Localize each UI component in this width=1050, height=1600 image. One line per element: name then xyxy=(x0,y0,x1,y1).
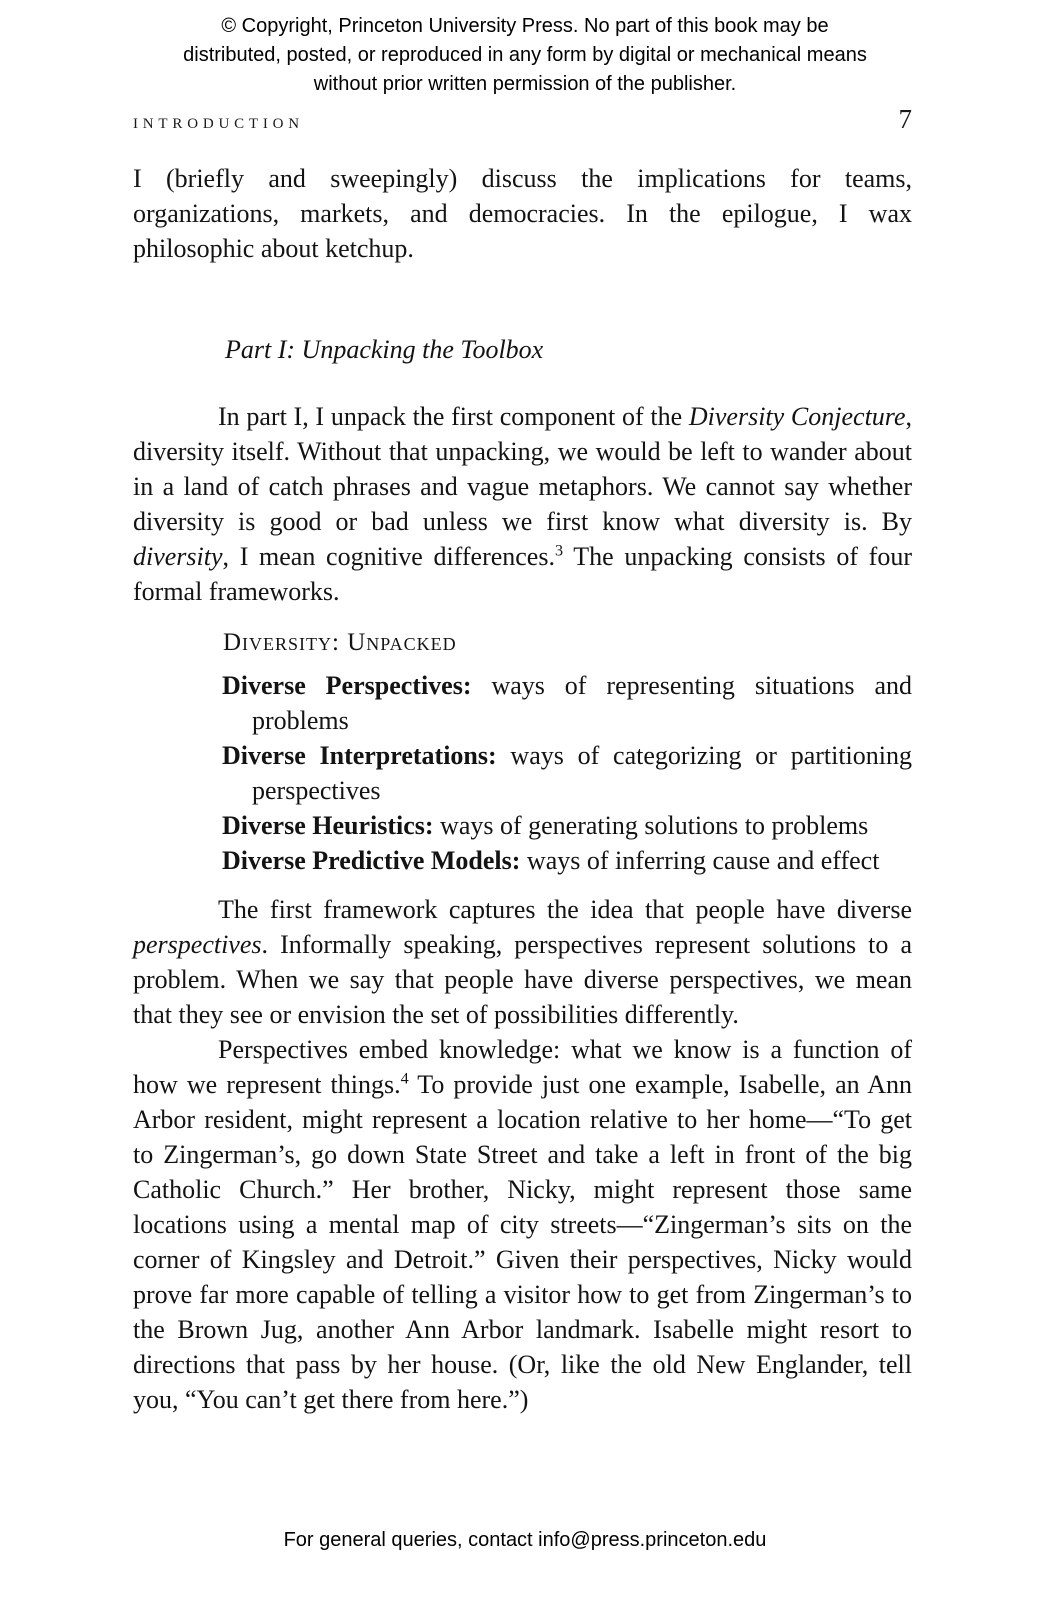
italic-text: diversity xyxy=(133,542,223,572)
term-definition: ways of categorizing or partitioning perspectives xyxy=(252,741,913,806)
text-run: . Informally speaking, perspectives represent solutions to a problem. When we say that people have diverse perspectives, we mean that they see or envision the set of possibilities differently. xyxy=(133,930,912,1030)
text-run: Perspectives embed knowledge: what we know is a function of how we represent things. xyxy=(133,1035,912,1100)
list-item xyxy=(133,843,912,878)
text-run: In part I, I unpack the first component of the xyxy=(218,402,689,432)
paragraph-intro: I (briefly and sweepingly) discuss the implications for teams, organizations, markets, and democracies. In the epilogue, I wax philosophic about ketchup. xyxy=(133,164,912,264)
page-number: 7 xyxy=(898,104,912,135)
italic-text: Diversity Conjecture xyxy=(688,402,906,432)
running-head-row xyxy=(133,104,912,135)
list-item xyxy=(133,808,912,843)
list-item xyxy=(133,668,912,738)
paragraph-knowledge xyxy=(133,1032,912,1417)
term-definition: ways of generating solutions to problems xyxy=(433,811,869,841)
list-heading: Diversity: Unpacked xyxy=(223,629,457,657)
text-run: , I mean cognitive differences. xyxy=(222,542,555,572)
term-definition: ways of inferring cause and effect xyxy=(520,846,880,876)
italic-text: perspectives xyxy=(133,930,262,960)
term-label: Diverse Predictive Models: xyxy=(222,846,521,876)
list-item xyxy=(133,738,912,808)
footnote-ref-4: 4 xyxy=(400,1070,409,1088)
paragraph-perspectives xyxy=(133,892,912,1032)
text-run: To provide just one example, Isabelle, an Ann Arbor resident, might represent a location relative to her home—“To get to Zingerman’s, go down State Street and take a left in front of the big Catholic Church.” Her brother, Nicky, might represent those same locations using a mental map of city streets—“Zingerman’s sits on the corner of Kingsley and Detroit.” Given their perspectives, Nicky would prove far more capable of telling a visitor how to get from Zingerman’s to the Brown Jug, another Ann Arbor landmark. Isabelle might resort to directions that pass by her house. (Or, like the old New Englander, tell you, “You can’t get there from here.”) xyxy=(133,1070,913,1415)
framework-list xyxy=(133,668,912,878)
text-run: The unpacking consists of four formal frameworks. xyxy=(133,542,912,607)
text-run: The first framework captures the idea that people have diverse xyxy=(218,895,912,925)
part-heading: Part I: Unpacking the Toolbox xyxy=(225,335,544,365)
term-label: Diverse Perspectives: xyxy=(222,671,472,701)
copyright-notice: © Copyright, Princeton University Press. No part of this book may be distributed, posted, or reproduced in any form by digital or mechanical means without prior written permission of the publisher. xyxy=(183,15,867,95)
footer-contact: For general queries, contact info@press.princeton.edu xyxy=(283,1529,767,1551)
term-label: Diverse Heuristics: xyxy=(222,811,434,841)
page-body xyxy=(133,161,912,1417)
term-label: Diverse Interpretations: xyxy=(222,741,497,771)
text-run: , diversity itself. Without that unpacking, we would be left to wander about in a land of catch phrases and vague metaphors. We cannot say whether diversity is good or bad unless we first know what diversity is. By xyxy=(133,402,912,537)
term-definition: ways of representing situations and problems xyxy=(252,671,912,736)
running-head: INTRODUCTION xyxy=(133,116,304,133)
paragraph-unpacking xyxy=(133,399,912,609)
footnote-ref-3: 3 xyxy=(554,542,564,560)
